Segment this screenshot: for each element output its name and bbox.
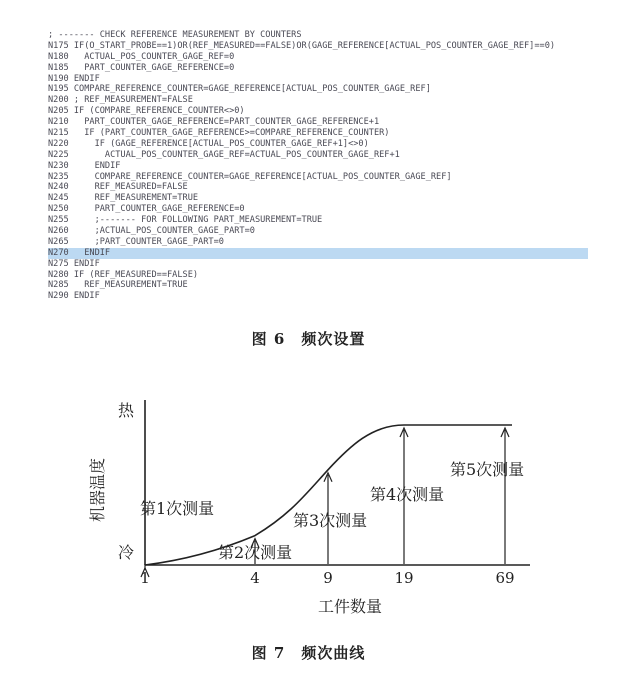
code-line: N180 ACTUAL_POS_COUNTER_GAGE_REF=0: [48, 51, 235, 62]
code-line: N240 REF_MEASURED=FALSE: [48, 182, 188, 193]
measurement-label: 第3次测量: [293, 511, 368, 530]
figure6-caption: 图 6 频次设置: [251, 330, 366, 348]
code-line: N235 COMPARE_REFERENCE_COUNTER=GAGE_REFERENCE[ACTUAL_POS_COUNTER_GAGE_REF]: [48, 171, 452, 182]
code-line: N215 IF (PART_COUNTER_GAGE_REFERENCE>=COMPARE_REFERENCE_COUNTER): [48, 128, 390, 139]
code-line: N260 ;ACTUAL_POS_COUNTER_GAGE_PART=0: [48, 226, 255, 237]
y-axis-label: 机器温度: [88, 457, 107, 522]
code-line: N190 ENDIF: [48, 73, 100, 84]
measurement-label: 第5次测量: [450, 460, 525, 479]
x-tick-label: 69: [495, 569, 515, 587]
code-line: N280 IF (REF_MEASURED==FALSE): [48, 269, 199, 280]
code-line: N200 ; REF_MEASUREMENT=FALSE: [48, 95, 193, 106]
code-line: N225 ACTUAL_POS_COUNTER_GAGE_REF=ACTUAL_POS_COUNTER_GAGE_REF+1: [48, 149, 400, 160]
measurement-label: 第1次测量: [140, 499, 215, 518]
code-line: N210 PART_COUNTER_GAGE_REFERENCE=PART_COUNTER_GAGE_REFERENCE+1: [48, 117, 380, 128]
code-line: N195 COMPARE_REFERENCE_COUNTER=GAGE_REFERENCE[ACTUAL_POS_COUNTER_GAGE_REF]: [48, 84, 431, 95]
x-tick-label: 4: [250, 569, 260, 587]
figure7-caption: 图 7 频次曲线: [251, 644, 366, 662]
code-line: ; ------- CHECK REFERENCE MEASUREMENT BY COUNTERS: [48, 30, 302, 40]
code-line: N175 IF(O_START_PROBE==1)OR(REF_MEASURED==FALSE)OR(GAGE_REFERENCE[ACTUAL_POS_COUNTER_GAGE_REF]==0): [48, 40, 556, 51]
code-line: N185 PART_COUNTER_GAGE_REFERENCE=0: [48, 62, 235, 73]
code-listing: [48, 30, 588, 302]
code-line: N285 REF_MEASUREMENT=TRUE: [48, 280, 188, 291]
code-line: N265 ;PART_COUNTER_GAGE_PART=0: [48, 236, 224, 247]
x-axis-label: 工件数量: [317, 597, 383, 616]
code-line: N270 ENDIF: [48, 248, 588, 259]
x-tick-label: 1: [140, 569, 150, 587]
code-line: N250 PART_COUNTER_GAGE_REFERENCE=0: [48, 204, 245, 215]
x-tick-label: 9: [323, 569, 333, 587]
code-line: N245 REF_MEASUREMENT=TRUE: [48, 193, 199, 204]
y-bottom-label: 冷: [118, 543, 135, 562]
code-line: N230 ENDIF: [48, 160, 121, 171]
code-line: N255 ;------- FOR FOLLOWING PART_MEASUREMENT=TRUE: [48, 215, 323, 226]
y-top-label: 热: [118, 401, 135, 420]
code-line: N220 IF (GAGE_REFERENCE[ACTUAL_POS_COUNTER_GAGE_REF+1]<>0): [48, 138, 369, 149]
measurement-label: 第4次测量: [370, 485, 445, 504]
measurement-label: 第2次测量: [218, 543, 293, 562]
frequency-curve-chart: [0, 390, 617, 630]
code-line: N290 ENDIF: [48, 291, 100, 302]
code-line: N275 ENDIF: [48, 258, 100, 269]
code-line: N205 IF (COMPARE_REFERENCE_COUNTER<>0): [48, 106, 245, 117]
x-tick-label: 19: [394, 569, 414, 587]
